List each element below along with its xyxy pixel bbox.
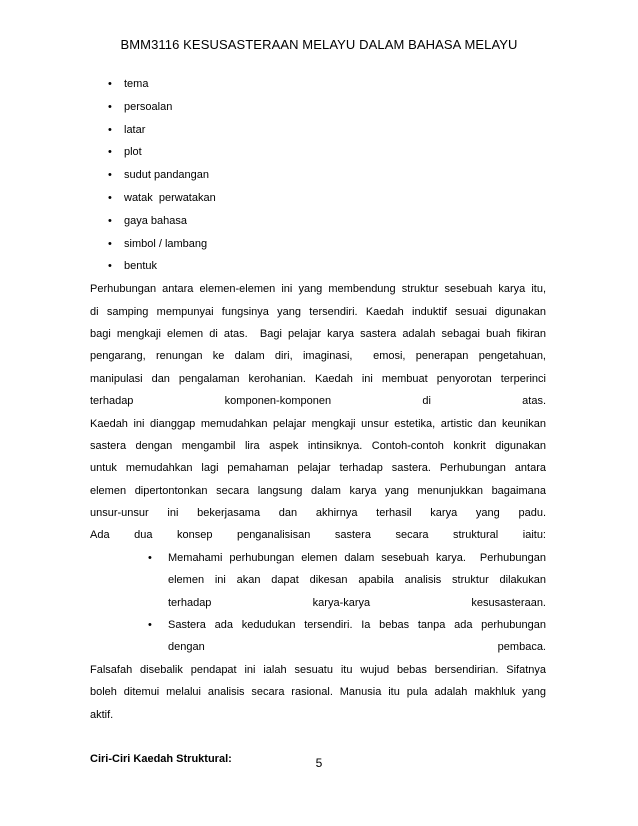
list-item: • Memahami perhubungan elemen dalam sesebuah karya. Perhubungan elemen ini akan dapat dikesan apabila analisis struktur dilakukan terhadap karya-karya kesusasteraan.: [90, 547, 546, 614]
list-item: • gaya bahasa: [90, 210, 546, 233]
paragraph-philosophy: Falsafah disebalik pendapat ini ialah sesuatu itu wujud bebas bersendirian. Sifatnya boleh ditemui melalui analisis secara rasional. Manusia itu pula adalah makhluk yang aktif.: [90, 663, 546, 721]
bullet-icon: •: [108, 78, 112, 90]
list-item: • persoalan: [90, 96, 546, 119]
page-number: 5: [315, 756, 323, 770]
bullet-icon: •: [108, 123, 112, 136]
list-item: • sudut pandangan: [90, 164, 546, 187]
list-item: • simbol / lambang: [90, 233, 546, 256]
topic-list: [90, 73, 546, 278]
bullet-icon: •: [108, 100, 112, 113]
bullet-icon: •: [108, 214, 112, 227]
bullet-icon: •: [108, 260, 112, 273]
bullet-icon: •: [108, 146, 112, 159]
document-header: BMM3116 KESUSASTERAAN MELAYU DALAM BAHASA MELAYU: [120, 37, 518, 52]
section-heading: Ciri-Ciri Kaedah Struktural:: [90, 752, 232, 765]
paragraph-concepts-intro: Ada dua konsep penganalisisan sastera secara struktural iaitu:: [90, 529, 546, 542]
bullet-icon: •: [148, 551, 152, 564]
paragraph-elements: Perhubungan antara elemen-elemen ini yang membendung struktur sesebuah karya itu, di samping mempunyai fungsinya yang tersendiri. Kaedah induktif sesuai digunakan bagi mengkaji elemen di atas. Bagi pelajar karya sastera adalah sebagai buah fikiran pengarang, renungan ke dalam diri, imaginasi, emosi, penerapan pengetahuan, manipulasi dan pengalaman kerohanian. Kaedah ini membuat penyorotan terperinci terhadap komponen-komponen di atas.: [90, 283, 546, 408]
page-content: [90, 73, 546, 770]
list-item: • latar: [90, 119, 546, 142]
bullet-icon: •: [148, 619, 152, 632]
bullet-icon: •: [108, 237, 112, 250]
concept-list: [90, 547, 546, 659]
bullet-icon: •: [108, 169, 112, 182]
list-item: • watak perwatakan: [90, 187, 546, 210]
bullet-icon: •: [108, 191, 112, 204]
paragraph-method: Kaedah ini dianggap memudahkan pelajar mengkaji unsur estetika, artistic dan keunikan sastera dengan mengambil lira aspek intinsiknya. Contoh-contoh konkrit digunakan untuk memudahkan lagi pemahaman pelajar terhadap sastera. Perhubungan antara elemen dipertontonkan secara langsung dalam karya yang menunjukkan bagaimana unsur-unsur ini bekerjasama dan akhirnya terhasil karya yang padu.: [90, 417, 546, 520]
list-item: • bentuk: [90, 255, 546, 278]
list-item: • tema: [90, 73, 546, 96]
list-item: • plot: [90, 141, 546, 164]
list-item: • Sastera ada kedudukan tersendiri. Ia bebas tanpa ada perhubungan dengan pembaca.: [90, 614, 546, 659]
